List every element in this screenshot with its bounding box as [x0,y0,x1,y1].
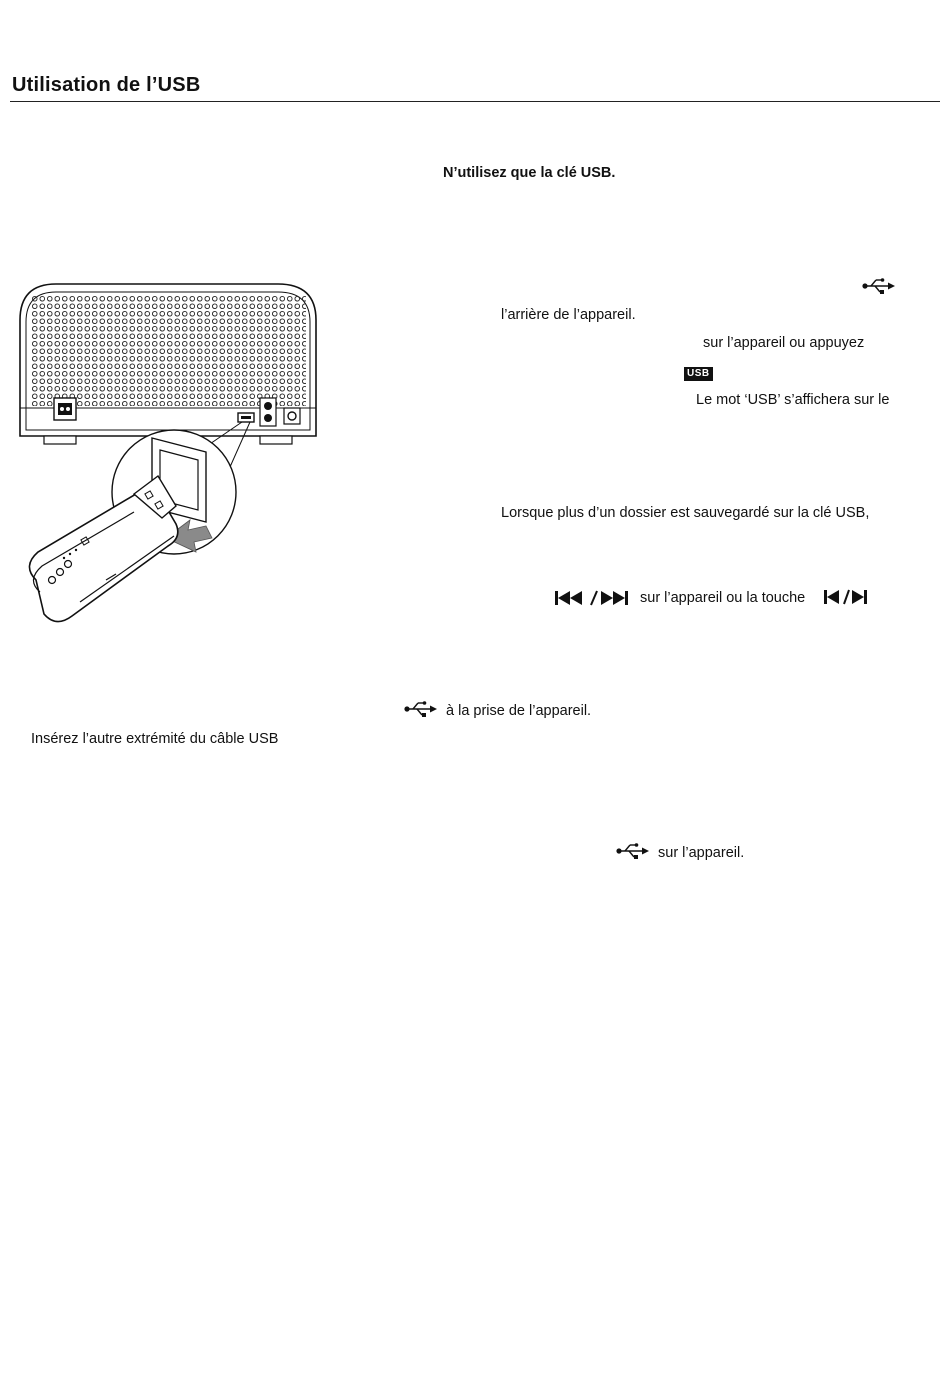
skip-prev-next-remote-icon [824,588,870,606]
step-rear-device: l’arrière de l’appareil. [501,307,636,323]
step-on-device: sur l’appareil. [658,845,745,861]
note-usb-only: N’utilisez que la clé USB. [443,165,616,181]
step-multi-folder: Lorsque plus d’un dossier est sauvegardé sur la clé USB, [501,505,870,521]
usb-button-badge [684,363,713,381]
step-socket: à la prise de l’appareil. [446,703,592,719]
usb-icon [404,700,438,718]
step-press-on-device: sur l’appareil ou appuyez [703,335,865,351]
usb-icon [616,842,650,860]
device-rear-usb-illustration [16,280,326,635]
title-divider [10,101,940,102]
usb-badge-label: USB [684,367,713,381]
skip-prev-next-icon [555,589,635,607]
step-insert-other-end: Insérez l’autre extrémité du câble USB [31,731,279,747]
page-title: Utilisation de l’USB [12,74,201,96]
step-skip-keys: sur l’appareil ou la touche [640,590,806,606]
step-usb-display: Le mot ‘USB’ s’affichera sur le [696,392,890,408]
usb-icon [862,277,896,295]
